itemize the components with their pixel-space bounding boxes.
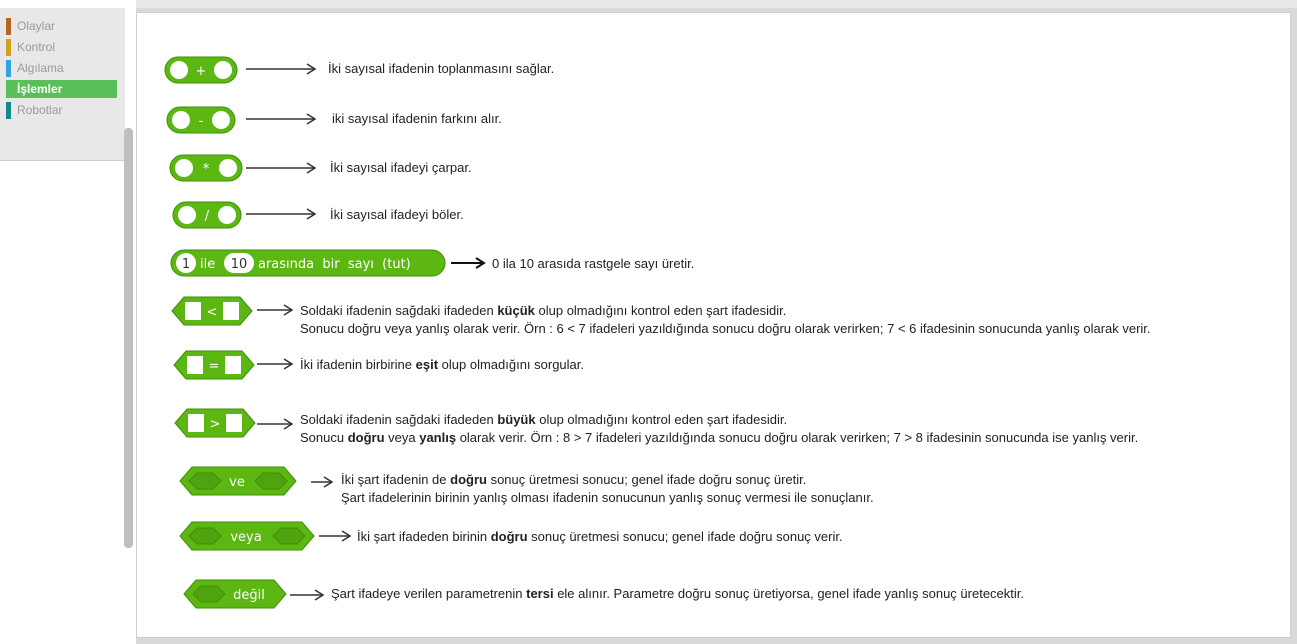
not-description: Şart ifadeye verilen parametrenin tersi ele alınır. Parametre doğru sonuç üretiyorsa, genel ifade yanlış sonuç üretecektir. — [331, 586, 1025, 601]
divide-description: İki sayısal ifadeyi böler. — [330, 207, 464, 222]
subtract-description: iki sayısal ifadenin farkını alır. — [332, 111, 502, 126]
random-ile-label: ile — [200, 257, 216, 272]
divide-operator: / — [204, 209, 210, 224]
category-algilama[interactable] — [6, 59, 117, 77]
equals-description: İki ifadenin birbirine eşit olup olmadığını sorgular. — [300, 357, 585, 372]
less-than-block[interactable] — [171, 296, 253, 326]
arrow-icon — [245, 63, 317, 75]
category-label: Olaylar — [17, 19, 56, 33]
arrow-icon — [245, 162, 317, 174]
less-than-operator: < — [206, 305, 218, 320]
or-label: veya — [230, 530, 262, 545]
category-color-bar — [6, 81, 11, 98]
arrow-icon — [245, 208, 317, 220]
category-islemler[interactable] — [6, 80, 117, 98]
category-palette — [0, 8, 125, 161]
category-label: Kontrol — [17, 40, 56, 54]
category-color-bar — [6, 102, 11, 119]
arrow-icon — [289, 589, 325, 601]
subtract-operator: - — [198, 114, 204, 129]
arrow-icon — [450, 257, 486, 269]
greater-than-description-line1: Soldaki ifadenin sağdaki ifadeden büyük olup olmadığını kontrol eden şart ifadesidir. — [300, 412, 788, 427]
arrow-icon — [310, 476, 334, 488]
random-from-value: 1 — [181, 257, 191, 272]
add-block[interactable] — [164, 56, 238, 84]
arrow-icon — [256, 418, 294, 430]
category-kontrol[interactable] — [6, 38, 117, 56]
not-label: değil — [233, 588, 265, 603]
and-label: ve — [229, 475, 245, 490]
subtract-block[interactable] — [166, 106, 236, 134]
equals-operator: = — [208, 359, 220, 374]
and-description-line2: Şart ifadelerinin birinin yanlış olması ifadenin sonucunun yanlış sonuç vermesi ile sonuçlanır. — [341, 490, 874, 505]
add-operator: + — [195, 64, 207, 79]
category-label: İşlemler — [17, 82, 63, 96]
not-block[interactable] — [183, 579, 287, 609]
multiply-block[interactable] — [169, 154, 243, 182]
category-label: Algılama — [17, 61, 64, 75]
arrow-icon — [256, 304, 294, 316]
greater-than-block[interactable] — [174, 408, 256, 438]
category-robotlar[interactable] — [6, 101, 117, 119]
category-label: Robotlar — [17, 103, 63, 117]
or-block[interactable] — [179, 521, 315, 551]
or-description: İki şart ifadeden birinin doğru sonuç üretmesi sonucu; genel ifade doğru sonuç verir. — [357, 529, 843, 544]
arrow-icon — [256, 358, 294, 370]
random-number-block[interactable] — [170, 249, 446, 277]
random-label: arasında bir sayı (tut) — [258, 257, 411, 272]
and-block[interactable] — [179, 466, 297, 496]
random-to-value: 10 — [230, 257, 248, 272]
category-olaylar[interactable] — [6, 17, 117, 35]
vertical-scrollbar[interactable] — [124, 128, 133, 548]
category-color-bar — [6, 18, 11, 35]
multiply-description: İki sayısal ifadeyi çarpar. — [330, 160, 472, 175]
less-than-description-line1: Soldaki ifadenin sağdaki ifadeden küçük olup olmadığını kontrol eden şart ifadesidir. — [300, 303, 787, 318]
less-than-description-line2: Sonucu doğru veya yanlış olarak verir. Örn : 6 < 7 ifadeleri yazıldığında sonucu doğru olarak verirken; 7 < 6 ifadesinin sonucunda yanlış olarak verir. — [300, 321, 1151, 336]
arrow-icon — [318, 530, 352, 542]
category-color-bar — [6, 60, 11, 77]
add-description: İki sayısal ifadenin toplanmasını sağlar. — [328, 61, 555, 76]
arrow-icon — [245, 113, 317, 125]
divide-block[interactable] — [172, 201, 242, 229]
sidebar — [0, 0, 136, 644]
equals-block[interactable] — [173, 350, 255, 380]
multiply-operator: * — [202, 162, 210, 177]
random-description: 0 ila 10 arasıda rastgele sayı üretir. — [492, 256, 695, 271]
and-description-line1: İki şart ifadenin de doğru sonuç üretmesi sonucu; genel ifade doğru sonuç üretir. — [341, 472, 807, 487]
top-strip — [136, 0, 1297, 8]
greater-than-operator: > — [209, 417, 221, 432]
category-color-bar — [6, 39, 11, 56]
greater-than-description-line2: Sonucu doğru veya yanlış olarak verir. Örn : 8 > 7 ifadeleri yazıldığında sonucu doğru olarak verirken; 7 > 8 ifadesinin sonucunda ise yanlış verir. — [300, 430, 1139, 445]
